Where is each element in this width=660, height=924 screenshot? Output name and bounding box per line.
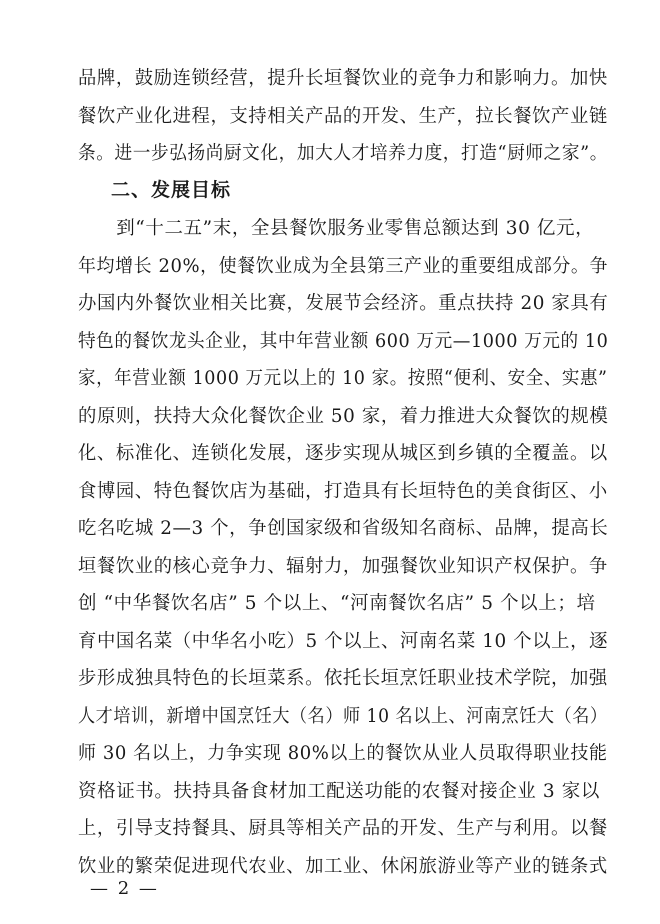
- text-line: 年均增长 20%，使餐饮业成为全县第三产业的重要组成部分。争: [78, 255, 609, 277]
- text-line: 创 “中华餐饮名店” 5 个以上、“河南餐饮名店” 5 个以上；培: [78, 593, 596, 614]
- text-line: 家，年营业额 1000 万元以上的 10 家。按照“便利、安全、实惠”: [78, 368, 608, 389]
- text-line: 吃名吃城 2—3 个，争创国家级和省级知名商标、品牌，提高长: [78, 518, 609, 539]
- page-number: — 2 —: [90, 878, 159, 899]
- text-line: 人才培训，新增中国烹饪大（名）师 10 名以上、河南烹饪大（名）: [78, 705, 608, 727]
- text-line: 资格证书。扶持具备食材加工配送功能的农餐对接企业 3 家以: [78, 780, 600, 802]
- text-line: 育中国名菜（中华名小吃）5 个以上、河南名菜 10 个以上，逐: [78, 630, 609, 652]
- section-heading: 二、发展目标: [111, 178, 232, 201]
- text-line: 餐饮产业化进程，支持相关产品的开发、生产，拉长餐饮产业链: [78, 105, 608, 127]
- text-line: 品牌，鼓励连锁经营，提升长垣餐饮业的竞争力和影响力。加快: [78, 68, 608, 89]
- text-line: 特色的餐饮龙头企业，其中年营业额 600 万元—1000 万元的 10: [78, 330, 609, 352]
- text-line: 饮业的繁荣促进现代农业、加工业、休闲旅游业等产业的链条式: [78, 855, 608, 877]
- text-line: 步形成独具特色的长垣菜系。依托长垣烹饪职业技术学院，加强: [78, 668, 608, 689]
- text-line: 上，引导支持餐具、厨具等相关产品的开发、生产与利用。以餐: [78, 818, 608, 839]
- text-line: 条。进一步弘扬尚厨文化，加大人才培养力度，打造“厨师之家”。: [78, 143, 608, 164]
- text-line: 办国内外餐饮业相关比赛，发展节会经济。重点扶持 20 家具有: [78, 293, 609, 314]
- text-line: 师 30 名以上，力争实现 80%以上的餐饮从业人员取得职业技能: [78, 743, 608, 764]
- text-line: 化、标准化、连锁化发展，逐步实现从城区到乡镇的全覆盖。以: [78, 443, 608, 464]
- text-line: 食博园、特色餐饮店为基础，打造具有长垣特色的美食街区、小: [78, 480, 608, 502]
- text-line: 的原则，扶持大众化餐饮企业 50 家，着力推进大众餐饮的规模: [78, 405, 609, 427]
- text-line: 垣餐饮业的核心竞争力、辐射力，加强餐饮业知识产权保护。争: [78, 555, 608, 577]
- text-line: 到“十二五”末，全县餐饮服务业零售总额达到 30 亿元，: [78, 218, 595, 239]
